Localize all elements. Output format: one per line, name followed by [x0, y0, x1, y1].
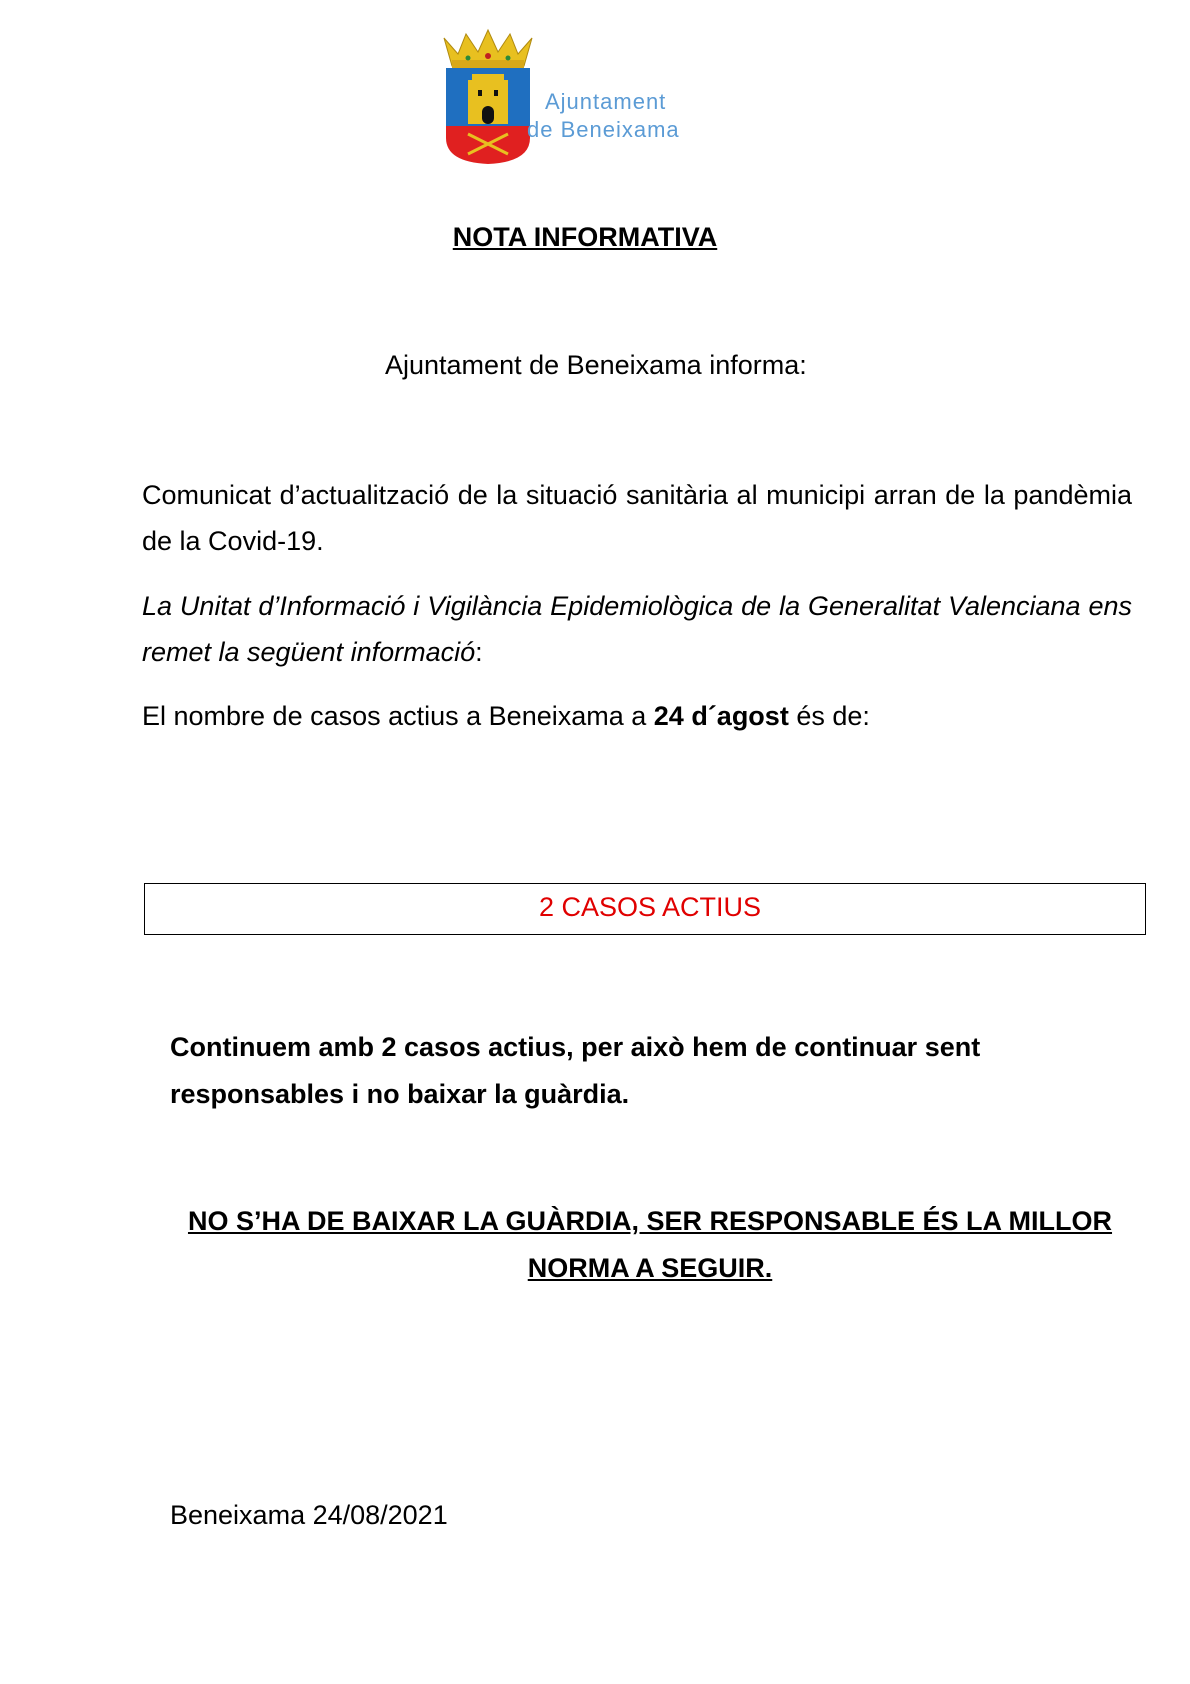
source-paragraph	[142, 583, 1132, 675]
logo-line-1: Ajuntament	[545, 89, 667, 114]
cases-intro-before: El nombre de casos actius a Beneixama a	[142, 701, 654, 731]
cases-intro	[142, 693, 1132, 739]
responsibility-paragraph: Continuem amb 2 casos actius, per això hem de continuar sent responsables i no baixar la guàrdia.	[170, 1032, 981, 1109]
title-text: NOTA INFORMATIVA	[452, 222, 718, 252]
logo-text	[527, 88, 680, 144]
logo-line-2: de Beneixama	[527, 117, 680, 142]
crown-icon	[444, 30, 532, 68]
intro-paragraph: Comunicat d’actualització de la situació sanitària al municipi arran de la pandèmia de la Covid-19.	[142, 480, 1132, 556]
cases-intro-after: és de:	[788, 701, 870, 731]
active-cases-text: 2 CASOS ACTIUS	[538, 892, 762, 922]
source-italic: La Unitat d’Informació i Vigilància Epidemiològica de la Generalitat Valenciana ens remet la següent informació	[142, 591, 1132, 667]
page-title	[0, 222, 1190, 253]
cases-date: 24 d´agost	[653, 701, 789, 731]
subtitle: Ajuntament de Beneixama informa:	[385, 350, 807, 380]
shield-icon	[446, 68, 530, 164]
active-cases-box	[144, 883, 1146, 935]
slogan: NO S’HA DE BAIXAR LA GUÀRDIA, SER RESPONSABLE ÉS LA MILLOR NORMA A SEGUIR.	[187, 1206, 1113, 1283]
document-date: Beneixama 24/08/2021	[170, 1500, 448, 1530]
source-colon: :	[475, 637, 483, 667]
